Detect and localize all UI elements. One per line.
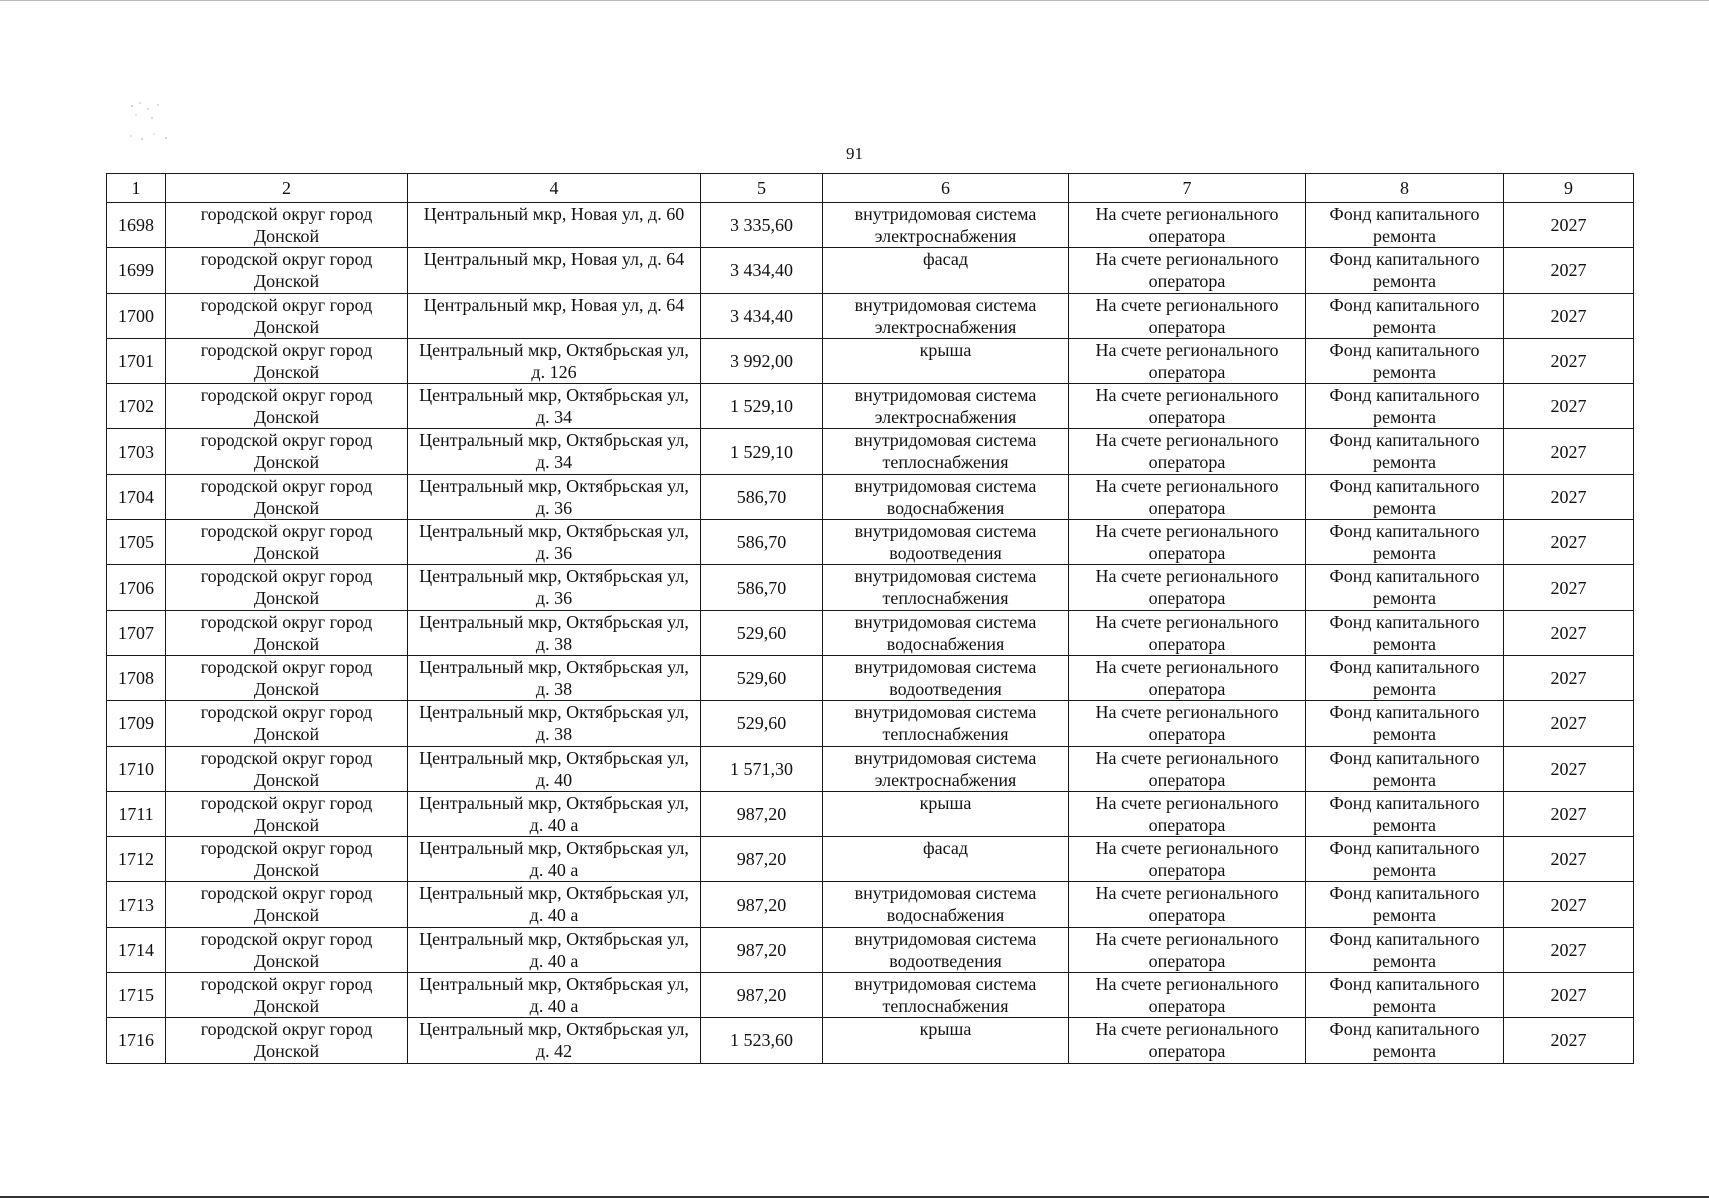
cell-year: 2027	[1504, 882, 1634, 927]
header-col-7: 7	[1069, 174, 1306, 203]
cell-year: 2027	[1504, 1018, 1634, 1063]
cell-year: 2027	[1504, 927, 1634, 972]
cell-year: 2027	[1504, 203, 1634, 248]
table-row	[107, 248, 1634, 293]
cell-funding-account: На счете регионального оператора	[1069, 973, 1306, 1018]
cell-year: 2027	[1504, 384, 1634, 429]
cell-address: Центральный мкр, Октябрьская ул, д. 38	[408, 610, 701, 655]
cell-row-number: 1713	[107, 882, 166, 927]
cell-address: Центральный мкр, Октябрьская ул, д. 38	[408, 655, 701, 700]
cell-year: 2027	[1504, 429, 1634, 474]
cell-municipality: городской округ город Донской	[166, 520, 408, 565]
cell-municipality: городской округ город Донской	[166, 882, 408, 927]
cell-address: Центральный мкр, Октябрьская ул, д. 40	[408, 746, 701, 791]
header-col-8: 8	[1306, 174, 1504, 203]
cell-funding-source: Фонд капитального ремонта	[1306, 882, 1504, 927]
cell-address: Центральный мкр, Новая ул, д. 60	[408, 203, 701, 248]
cell-municipality: городской округ город Донской	[166, 384, 408, 429]
cell-municipality: городской округ город Донской	[166, 701, 408, 746]
cell-address: Центральный мкр, Октябрьская ул, д. 34	[408, 384, 701, 429]
table-row	[107, 973, 1634, 1018]
cell-row-number: 1705	[107, 520, 166, 565]
cell-funding-account: На счете регионального оператора	[1069, 248, 1306, 293]
cell-funding-account: На счете регионального оператора	[1069, 338, 1306, 383]
cell-area: 3 992,00	[701, 338, 823, 383]
cell-municipality: городской округ город Донской	[166, 429, 408, 474]
cell-area: 1 529,10	[701, 384, 823, 429]
cell-year: 2027	[1504, 520, 1634, 565]
cell-funding-source: Фонд капитального ремонта	[1306, 610, 1504, 655]
scan-bottom-edge	[0, 1196, 1709, 1198]
cell-area: 3 335,60	[701, 203, 823, 248]
cell-address: Центральный мкр, Октябрьская ул, д. 36	[408, 474, 701, 519]
cell-address: Центральный мкр, Октябрьская ул, д. 40 а	[408, 927, 701, 972]
cell-funding-source: Фонд капитального ремонта	[1306, 474, 1504, 519]
cell-funding-source: Фонд капитального ремонта	[1306, 520, 1504, 565]
cell-year: 2027	[1504, 746, 1634, 791]
cell-funding-account: На счете регионального оператора	[1069, 474, 1306, 519]
cell-funding-source: Фонд капитального ремонта	[1306, 701, 1504, 746]
table-row	[107, 203, 1634, 248]
cell-area: 987,20	[701, 791, 823, 836]
cell-repair-type: внутридомовая система водоснабжения	[823, 474, 1069, 519]
cell-repair-type: внутридомовая система водоотведения	[823, 927, 1069, 972]
cell-funding-account: На счете регионального оператора	[1069, 429, 1306, 474]
cell-area: 529,60	[701, 701, 823, 746]
cell-municipality: городской округ город Донской	[166, 293, 408, 338]
cell-municipality: городской округ город Донской	[166, 655, 408, 700]
cell-address: Центральный мкр, Октябрьская ул, д. 126	[408, 338, 701, 383]
header-col-1: 1	[107, 174, 166, 203]
cell-area: 987,20	[701, 882, 823, 927]
cell-funding-account: На счете регионального оператора	[1069, 293, 1306, 338]
cell-year: 2027	[1504, 701, 1634, 746]
cell-area: 1 571,30	[701, 746, 823, 791]
cell-repair-type: крыша	[823, 338, 1069, 383]
cell-year: 2027	[1504, 474, 1634, 519]
table-row	[107, 429, 1634, 474]
cell-funding-account: На счете регионального оператора	[1069, 927, 1306, 972]
table-row	[107, 565, 1634, 610]
cell-funding-account: На счете регионального оператора	[1069, 610, 1306, 655]
cell-repair-type: внутридомовая система электроснабжения	[823, 293, 1069, 338]
table-row	[107, 791, 1634, 836]
cell-area: 1 523,60	[701, 1018, 823, 1063]
table-row	[107, 746, 1634, 791]
cell-row-number: 1709	[107, 701, 166, 746]
cell-row-number: 1698	[107, 203, 166, 248]
cell-row-number: 1716	[107, 1018, 166, 1063]
cell-funding-source: Фонд капитального ремонта	[1306, 1018, 1504, 1063]
cell-municipality: городской округ город Донской	[166, 1018, 408, 1063]
cell-repair-type: внутридомовая система теплоснабжения	[823, 973, 1069, 1018]
cell-repair-type: внутридомовая система водоснабжения	[823, 882, 1069, 927]
cell-year: 2027	[1504, 655, 1634, 700]
table-row	[107, 338, 1634, 383]
cell-row-number: 1702	[107, 384, 166, 429]
table-row	[107, 927, 1634, 972]
cell-address: Центральный мкр, Октябрьская ул, д. 42	[408, 1018, 701, 1063]
cell-row-number: 1708	[107, 655, 166, 700]
cell-row-number: 1703	[107, 429, 166, 474]
table-body	[107, 203, 1634, 1064]
cell-area: 586,70	[701, 565, 823, 610]
cell-row-number: 1710	[107, 746, 166, 791]
cell-year: 2027	[1504, 973, 1634, 1018]
scan-speckle-mark	[128, 100, 178, 145]
header-row	[107, 174, 1634, 203]
cell-row-number: 1704	[107, 474, 166, 519]
table-row	[107, 701, 1634, 746]
cell-repair-type: внутридомовая система теплоснабжения	[823, 429, 1069, 474]
cell-area: 3 434,40	[701, 248, 823, 293]
cell-year: 2027	[1504, 837, 1634, 882]
table-row	[107, 384, 1634, 429]
cell-funding-source: Фонд капитального ремонта	[1306, 927, 1504, 972]
header-col-4: 4	[408, 174, 701, 203]
capital-repair-register-table	[106, 173, 1634, 1064]
cell-municipality: городской округ город Донской	[166, 338, 408, 383]
cell-row-number: 1706	[107, 565, 166, 610]
cell-repair-type: внутридомовая система электроснабжения	[823, 203, 1069, 248]
cell-address: Центральный мкр, Новая ул, д. 64	[408, 293, 701, 338]
cell-address: Центральный мкр, Новая ул, д. 64	[408, 248, 701, 293]
table-row	[107, 837, 1634, 882]
table-row	[107, 520, 1634, 565]
cell-year: 2027	[1504, 248, 1634, 293]
page-number: 91	[846, 144, 863, 163]
cell-funding-account: На счете регионального оператора	[1069, 384, 1306, 429]
cell-row-number: 1715	[107, 973, 166, 1018]
cell-year: 2027	[1504, 338, 1634, 383]
cell-municipality: городской округ город Донской	[166, 248, 408, 293]
header-col-9: 9	[1504, 174, 1634, 203]
cell-year: 2027	[1504, 791, 1634, 836]
cell-repair-type: внутридомовая система водоснабжения	[823, 610, 1069, 655]
cell-funding-account: На счете регионального оператора	[1069, 1018, 1306, 1063]
cell-year: 2027	[1504, 565, 1634, 610]
cell-funding-account: На счете регионального оператора	[1069, 565, 1306, 610]
cell-address: Центральный мкр, Октябрьская ул, д. 40 а	[408, 791, 701, 836]
cell-area: 987,20	[701, 927, 823, 972]
cell-row-number: 1712	[107, 837, 166, 882]
cell-funding-source: Фонд капитального ремонта	[1306, 746, 1504, 791]
cell-repair-type: внутридомовая система водоотведения	[823, 655, 1069, 700]
cell-repair-type: фасад	[823, 248, 1069, 293]
cell-repair-type: внутридомовая система электроснабжения	[823, 746, 1069, 791]
cell-area: 529,60	[701, 610, 823, 655]
cell-address: Центральный мкр, Октябрьская ул, д. 40 а	[408, 973, 701, 1018]
table-row	[107, 882, 1634, 927]
table-row	[107, 293, 1634, 338]
header-col-6: 6	[823, 174, 1069, 203]
cell-repair-type: крыша	[823, 1018, 1069, 1063]
cell-funding-account: На счете регионального оператора	[1069, 746, 1306, 791]
cell-address: Центральный мкр, Октябрьская ул, д. 36	[408, 520, 701, 565]
cell-funding-source: Фонд капитального ремонта	[1306, 791, 1504, 836]
cell-funding-account: На счете регионального оператора	[1069, 882, 1306, 927]
cell-repair-type: внутридомовая система электроснабжения	[823, 384, 1069, 429]
cell-repair-type: фасад	[823, 837, 1069, 882]
cell-municipality: городской округ город Донской	[166, 474, 408, 519]
cell-municipality: городской округ город Донской	[166, 791, 408, 836]
cell-funding-source: Фонд капитального ремонта	[1306, 837, 1504, 882]
cell-year: 2027	[1504, 610, 1634, 655]
scan-top-edge	[0, 0, 1709, 1]
cell-address: Центральный мкр, Октябрьская ул, д. 40 а	[408, 882, 701, 927]
cell-area: 987,20	[701, 837, 823, 882]
cell-year: 2027	[1504, 293, 1634, 338]
cell-row-number: 1699	[107, 248, 166, 293]
cell-address: Центральный мкр, Октябрьская ул, д. 34	[408, 429, 701, 474]
cell-municipality: городской округ город Донской	[166, 565, 408, 610]
cell-row-number: 1714	[107, 927, 166, 972]
cell-funding-account: На счете регионального оператора	[1069, 203, 1306, 248]
cell-municipality: городской округ город Донской	[166, 837, 408, 882]
cell-funding-source: Фонд капитального ремонта	[1306, 203, 1504, 248]
table-row	[107, 1018, 1634, 1063]
cell-area: 586,70	[701, 474, 823, 519]
cell-area: 586,70	[701, 520, 823, 565]
cell-funding-account: На счете регионального оператора	[1069, 701, 1306, 746]
table-row	[107, 474, 1634, 519]
cell-repair-type: внутридомовая система водоотведения	[823, 520, 1069, 565]
cell-area: 1 529,10	[701, 429, 823, 474]
cell-funding-source: Фонд капитального ремонта	[1306, 338, 1504, 383]
cell-address: Центральный мкр, Октябрьская ул, д. 38	[408, 701, 701, 746]
cell-address: Центральный мкр, Октябрьская ул, д. 36	[408, 565, 701, 610]
cell-funding-source: Фонд капитального ремонта	[1306, 973, 1504, 1018]
cell-area: 987,20	[701, 973, 823, 1018]
header-col-2: 2	[166, 174, 408, 203]
cell-repair-type: внутридомовая система теплоснабжения	[823, 701, 1069, 746]
cell-repair-type: внутридомовая система теплоснабжения	[823, 565, 1069, 610]
table-row	[107, 655, 1634, 700]
cell-funding-source: Фонд капитального ремонта	[1306, 565, 1504, 610]
cell-funding-source: Фонд капитального ремонта	[1306, 384, 1504, 429]
cell-funding-account: На счете регионального оператора	[1069, 837, 1306, 882]
cell-area: 529,60	[701, 655, 823, 700]
cell-funding-source: Фонд капитального ремонта	[1306, 293, 1504, 338]
cell-funding-account: На счете регионального оператора	[1069, 520, 1306, 565]
cell-municipality: городской округ город Донской	[166, 927, 408, 972]
cell-funding-source: Фонд капитального ремонта	[1306, 655, 1504, 700]
cell-municipality: городской округ город Донской	[166, 203, 408, 248]
cell-funding-account: На счете регионального оператора	[1069, 655, 1306, 700]
cell-area: 3 434,40	[701, 293, 823, 338]
cell-municipality: городской округ город Донской	[166, 746, 408, 791]
cell-row-number: 1700	[107, 293, 166, 338]
cell-funding-account: На счете регионального оператора	[1069, 791, 1306, 836]
cell-repair-type: крыша	[823, 791, 1069, 836]
table-row	[107, 610, 1634, 655]
cell-row-number: 1701	[107, 338, 166, 383]
cell-funding-source: Фонд капитального ремонта	[1306, 429, 1504, 474]
cell-funding-source: Фонд капитального ремонта	[1306, 248, 1504, 293]
cell-municipality: городской округ город Донской	[166, 973, 408, 1018]
cell-row-number: 1711	[107, 791, 166, 836]
header-col-5: 5	[701, 174, 823, 203]
table-header	[107, 174, 1634, 203]
cell-municipality: городской округ город Донской	[166, 610, 408, 655]
cell-row-number: 1707	[107, 610, 166, 655]
cell-address: Центральный мкр, Октябрьская ул, д. 40 а	[408, 837, 701, 882]
